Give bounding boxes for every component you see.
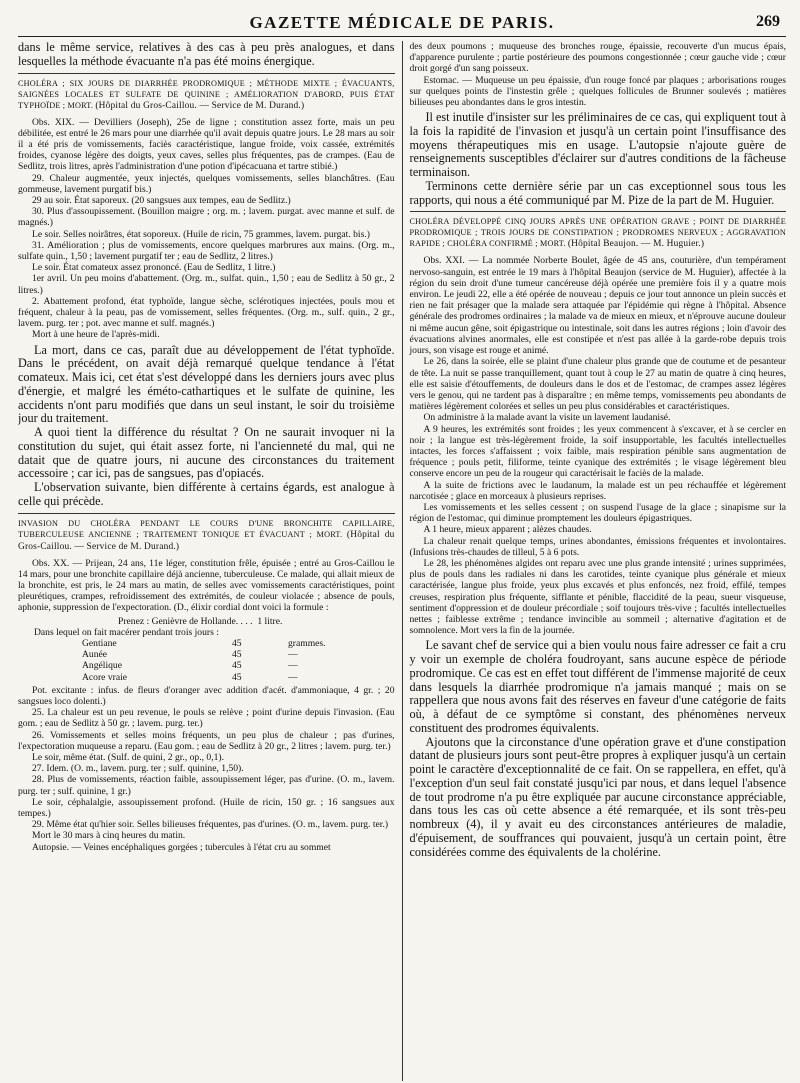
ingredient-unit: — — [288, 660, 298, 672]
case-heading — [18, 73, 395, 112]
autopsy-entry: Estomac. — Muqueuse un peu épaissie, d'un rouge foncé par plaques ; arborisations rouges sur quelques points de l'instestin grêle ; quelques follicules de Brunner soulevés ; matières bilieuses peu abondantes dans le gros intestin. — [409, 74, 786, 109]
case-heading — [18, 513, 395, 553]
commentary-paragraph: A quoi tient la différence du résultat ? On ne saurait invoquer ni la constitution du sujet, qui était assez forte, ni l'ancienneté du mal, qui ne datait que de quatre jours, ni aucune des circonstances du traitement accessoire ; car ici, pas de sangsues, pas d'opiacés. — [18, 425, 395, 481]
observation-paragraph: Obs. XXI. — La nommée Norberte Boulet, âgée de 45 ans, couturière, d'un tempérament nervoso-sanguin, est entrée le 19 mars à l'hôpital Beaujon (service de M. Huguier), affectée à la région du sein droit d'une tumeur cancéreuse déjà opérée une première fois il y a quatre mois environ. Le jeudi 22, elle a été opérée de nouveau ; depuis ce jour tout annonce un plein succès et rien ne fait présager que la malade sera attaquée par l'épidémie qui règne à l'hôpital. Absence générale des prodromes ordinaires ; la malade va de mieux en mieux, et n'éprouve aucune douleur ni même aucun gêne, soit épigastrique ou intestinale, soit dans les autres régions ; loin d'avoir des évacuations alvines anormales, elle est constipée et n'est pas allée à la garde-robe depuis trois jours, son visage est rouge et animé. — [409, 255, 786, 357]
day-entry: Le soir, même état. (Sulf. de quini, 2 gr., op., 0,1). — [32, 752, 224, 764]
case-heading-text: INVASION DU CHOLÉRA PENDANT LE COURS D'UNE BRONCHITE CAPILLAIRE, TUBERCULEUSE ANCIENNE ; TRAITEMENT TONIQUE ET ÉVACUANT ; MORT. — [18, 518, 395, 539]
day-entry: 30. Plus d'assoupissement. (Bouillon maigre ; org. m. ; lavem. purgat. avec manne et sulf. de magnés.) — [18, 206, 395, 229]
commentary-paragraph: L'observation suivante, bien différente à certains égards, est analogue à celle qui précède. — [18, 480, 395, 508]
commentary-paragraph: Le savant chef de service qui a bien voulu nous faire adresser ce fait a cru y voir un exemple de choléra foudroyant, sans aucune espèce de période prodromique. Ce cas est en effet tout différent de l'immense majorité de ceux dans lesquels la diarrhée prodromique n'a jamais manqué ; mais on se rappellera que nous avons fait des réserves en faveur d'une catégorie de faits où, à défaut de ce symptôme si constant, des phénomènes nerveux constituent des prodromes équivalents. — [409, 638, 786, 735]
day-entry: 29 au soir. État saporeux. (20 sangsues aux tempes, eau de Sedlitz.) — [32, 194, 291, 206]
day-entry: Le 28, les phénomènes algides ont reparu avec une plus grande intensité ; urines supprimées, plus de pouls dans les radiales ni dans les carotides, teinte cyanique plus générale et mieux caractérisée, langue plus froide, yeux plus excavés et plus enfoncés, nez froid, effilé, tempes creuses, respiration plus fréquente, sifflante et pénible, flaccidité de la peau, sueur visqueuse, sentiment d'oppression et de douleur précordiale ; soif toujours très-vive ; facultés intellectuelles nettes ; faiblesse extrême ; tendance invincible au sommeil ; alternative d'agitation et de somnolence. Mort vers la fin de la journée. — [409, 557, 786, 637]
left-column — [18, 41, 402, 1081]
day-entry: Le soir, céphalalgie, assoupissement profond. (Huile de ricin, 150 gr. ; 16 sangsues aux tempes.) — [18, 796, 395, 820]
formula-base: Prenez : Genièvre de Hollande. . . . — [118, 615, 253, 627]
formula-line — [18, 616, 395, 627]
ingredient-qty: 45 — [232, 637, 242, 649]
ingredient-name: Angélique — [82, 660, 122, 672]
day-entry: 1er avril. Un peu moins d'abattement. (Org. m., sulfat. quin., 1,50 ; eau de Sedlitz à 50 gr., 2 litres.) — [18, 273, 395, 296]
day-entry: La chaleur renait quelque temps, urines abondantes, émissions fréquentes et involontaires. (Infusions très-chaudes de tilleul, 5 à 6 pots. — [409, 535, 786, 558]
observation-paragraph: Obs. XX. — Prijean, 24 ans, 11e léger, constitution frêle, épuisée ; entré au Gros-Caillou le 14 mars, pour une bronchite capillaire déjà ancienne, tuberculeuse. Ce malade, qui allait mieux de la bronchite, est pris, le 24 mars au matin, de selles avec vomissements caractéristiques, point pleurétiques, crampes, refroidissement des extrémités, de couleur violacée ; absence de pouls, aphonie, suppression de l'expectoration. (D., élixir cordial dont voici la formule : — [18, 557, 395, 614]
ingredient-name: Aunée — [82, 649, 108, 661]
page-number: 269 — [756, 13, 780, 30]
formula-item — [18, 649, 395, 660]
case-heading — [410, 211, 787, 250]
formula-item — [18, 672, 395, 683]
day-entry: A 9 heures, les extrémités sont froides ; les yeux commencent à s'excaver, et à se cercler en noir ; la langue est très-légèrement froide, la soif insupportable, les facultés intellectuelles intactes, les forces s'affaissent ; voix faible, mais respiration pénible sans augmentation de fréquence ; pouls petit, filiforme, teinte cyanique des extrémités ; le visage légèrement bleu conserve encore un peu de la rougeur qui caractérisait le faciès de la malade. — [409, 423, 786, 480]
commentary-paragraph: La mort, dans ce cas, paraît due au développement de l'état typhoïde. Dans le précédent, on avait déjà remarqué quelque tendance à l'état comateux. Mais ici, cet état s'est développé dans les derniers jours avec plus d'énergie, et malgré les éméto-cathartiques et le sulfate de quinine, les accidents n'ont paru modifiés que dans un seul instant, le soir du troisième jour du traitement. — [18, 342, 395, 426]
case-heading-source: (Hôpital Beaujon. — M. Huguier.) — [567, 239, 705, 250]
day-entry: 2. Abattement profond, état typhoïde, langue sèche, sclérotiques injectées, pouls mou et fréquent, chaleur à la peau, pas de vomissement, selles fréquentes. (Org. m., sulf. quin., 2 gr., lavem. purg. ter ; pot. avec manne et sulf. magnés.) — [18, 295, 395, 330]
day-entry: 29. Même état qu'hier soir. Selles bilieuses fréquentes, pas d'urines. (O. m., lavem. purg. ter.) — [32, 819, 389, 831]
case-heading-text: CHOLÉRA DÉVELOPPÉ CINQ JOURS APRÈS UNE OPÉRATION GRAVE ; POINT DE DIARRHÉE PRODROMIQUE ; TROIS JOURS DE CONSTIPATION ; PRODROMES NERVEUX ; AGGRAVATION RAPIDE ; CHOLÉRA CONFIRMÉ ; MORT. — [409, 217, 786, 249]
commentary-paragraph: Terminons cette dernière série par un cas exceptionnel sous tous les rapports, qui nous a été communiqué par M. Pize de la part de M. Huguier. — [409, 178, 786, 207]
formula-item — [18, 660, 395, 671]
day-entry: Le soir. Selles noirâtres, état soporeux. (Huile de ricin, 75 grammes, lavem. purgat. bis.) — [32, 228, 370, 240]
day-entry: On administre à la malade avant la visite un lavement laudanisé. — [423, 412, 671, 424]
day-entry: 25. La chaleur est un peu revenue, le pouls se relève ; point d'urine depuis l'invasion. (Eau gom. ; eau de Sedlitz à 50 gr. ; lavem. purg. ter.) — [18, 707, 395, 730]
autopsy-continued: des deux poumons ; muqueuse des bronches rouge, épaissie, recouverte d'un mucus épais, d'apparence purulente ; partie postérieure des poumons congestionnée ; cœur gauche vide ; cœur droit gorgé d'un sang poisseux. — [409, 41, 786, 75]
day-entry: Les vomissements et les selles cessent ; on suspend l'usage de la glace ; sinapisme sur la région de l'estomac, qui diminue promptement les douleurs épigastriques. — [409, 501, 786, 525]
case-heading-source: (Hôpital du Gros-Caillou. — Service de M. Durand.) — [18, 529, 395, 552]
journal-title: GAZETTE MÉDICALE DE PARIS. — [249, 13, 555, 32]
observation-paragraph: Obs. XIX. — Devilliers (Joseph), 25e de ligne ; constitution assez forte, mais un peu débilitée, est entré le 26 mars pour une diarrhée qu'il avait depuis quatre jours. Le 28 mars au soir il a été pris de vomissements, faciès caractéristique, langue froide, voix cassée, extrémités froides, cyanose légère des doigts, yeux caves, selles plus fréquentes, pas de crampes. (Eau de Sedlitz, trois litres, après l'administration d'une potion d'ipécacuana et tartre stibié.) — [18, 116, 395, 173]
ingredient-name: Acore vraie — [82, 671, 128, 683]
right-column — [402, 41, 787, 1081]
case-heading-source: (Hôpital du Gros-Caillou. — Service de M. Durand.) — [95, 100, 305, 111]
ingredient-unit: grammes. — [288, 637, 326, 649]
death-entry: Mort le 30 mars à cinq heures du matin. — [32, 830, 186, 842]
text-columns — [18, 41, 786, 1081]
formula-lead: Dans lequel on fait macérer pendant trois jours : — [34, 626, 219, 638]
day-entry: 31. Amélioration ; plus de vomissements, encore quelques marbrures aux mains. (Org. m., sulfate quin., 1,50 ; lavement purgatif ter ; eau de Sedlitz, 2 litres.) — [18, 239, 395, 262]
ingredient-unit: — — [288, 671, 298, 683]
day-entry: 28. Plus de vomissements, réaction faible, assoupissement léger, pas d'urine. (O. m., lavem. purg. ter ; sulf. quinine, 1 gr.) — [18, 774, 395, 797]
formula-item — [18, 638, 395, 649]
formula-base-qty: 1 litre. — [257, 615, 283, 627]
day-entry: 27. Idem. (O. m., lavem. purg. ter ; sulf. quinine, 1,50). — [32, 763, 244, 775]
day-entry: A la suite de frictions avec le laudanum, la malade est un peu réchauffée et légèrement narcotisée ; glace en morceaux à plusieurs reprises. — [409, 479, 786, 502]
day-entry: 26. Vomissements et selles moins fréquents, un peu plus de chaleur ; pas d'urines, l'expectoration muqueuse a reparu. (Eau gom. ; eau de Sedlitz à 20 gr., 2 litres ; lavem. purg. ter.) — [18, 729, 395, 752]
ingredient-qty: 45 — [232, 671, 242, 683]
prescription-formula — [18, 616, 395, 683]
paragraph: dans le même service, relatives à des cas à peu près analogues, et dans lesquelles la méthode évacuante n'a pas été moins énergique. — [18, 41, 395, 68]
day-entry: A 1 heure, mieux apparent ; alèzes chaudes. — [423, 524, 592, 536]
day-entry: 29. Chaleur augmentée, yeux injectés, quelques vomissements, selles blanchâtres. (Eau gommeuse, lavement purgatif bis.) — [18, 172, 395, 195]
ingredient-qty: 45 — [232, 660, 242, 672]
day-entry: Le 26, dans la soirée, elle se plaint d'une chaleur plus grande que de coutume et de pesanteur de tête. La nuit se passe tranquillement, quant tout à coup le 27 au matin de quatre à cinq heures, elle est saisie d'étouffements, de douleurs dans le dos et de l'estomac, de crampes assez légères vers le genou, qui ne tardent pas à disparaître ; en même temps, vomissements peu abondants de matières légèrement colorées et selles un peu plus considérables et caractéristiques. — [409, 356, 786, 413]
day-entry: Pot. excitante : infus. de fleurs d'oranger avec addition d'acét. d'ammoniaque, 4 gr. ; 20 sangsues loco dolenti.) — [18, 684, 395, 707]
death-entry: Mort à une heure de l'après-midi. — [32, 329, 160, 341]
ingredient-qty: 45 — [232, 649, 242, 661]
case-heading-text: CHOLÉRA ; SIX JOURS DE DIARRHÉE PRODROMIQUE ; MÉTHODE MIXTE ; ÉVACUANTS, SAIGNÉES LOCALES ET SULFATE DE QUININE ; AMÉLIORATION D'ABORD, PUIS ÉTAT TYPHOÏDE ; MORT. — [18, 78, 395, 110]
day-entry: Le soir. État comateux assez prononcé. (Eau de Sedlitz, 1 litre.) — [32, 262, 276, 274]
commentary-paragraph: Il est inutile d'insister sur les préliminaires de ce cas, qui expliquent tout à la fois la rapidité de l'invasion et jusqu'à un certain point l'insuffisance des moyens thérapeutiques mis en usage. L'autopsie n'ajoute guère de renseignements susceptibles d'éclairer sur d'autres conditions de la fâcheuse terminaison. — [409, 110, 786, 180]
autopsy-entry: Autopsie. — Veines encéphaliques gorgées ; tubercules à l'état cru au sommet — [32, 841, 331, 853]
ingredient-name: Gentiane — [82, 637, 117, 649]
ingredient-unit: — — [288, 649, 298, 661]
running-header — [18, 12, 786, 37]
commentary-paragraph: Ajoutons que la circonstance d'une opération grave et d'une constipation datant de plusieurs jours sont peut-être propres à expliquer jusqu'à un certain point le caractère d'exceptionnalité de ce fait. On se rappellera, en effet, qu'à l'exception d'un seul fait constaté jusqu'ici par nous, et dans lequel l'absence de tout prodrome n'a pu être expliquée par aucune circonstance appréciable, dans tous les cas où cette absence a été remarquée, et ils sont très-peu nombreux (4), il y avait eu des circonstances antérieures de maladie, d'épuisement, de souffrances qui pouvaient, jusqu'à un certain point, être considérées comme des équivalents de la cholérine. — [409, 734, 786, 859]
